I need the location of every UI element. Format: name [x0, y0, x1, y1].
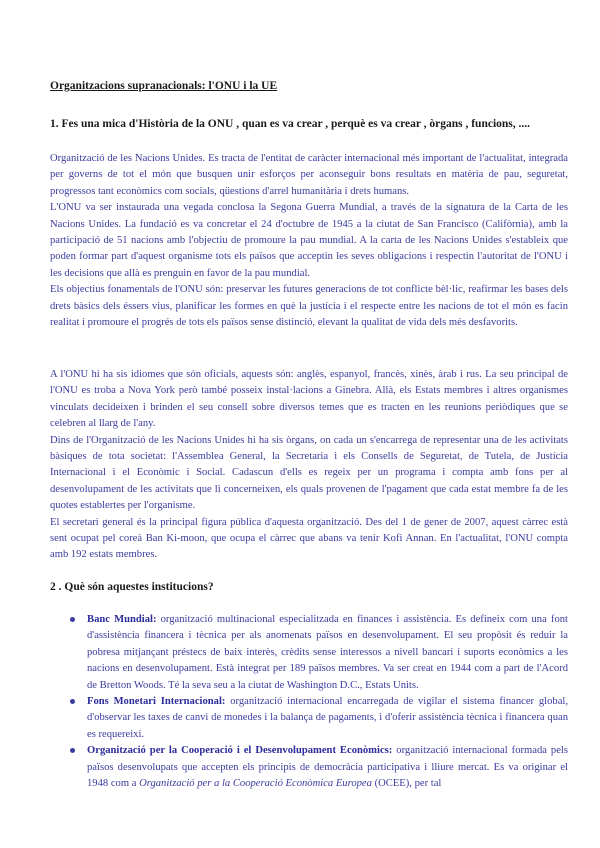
list-item: [50, 694, 568, 743]
question-2-heading: 2 . Què són aquestes institucions?: [50, 581, 214, 593]
list-item: [50, 612, 568, 694]
paragraph: El secretari general és la principal figura pública d'aquesta organització. Des del 1 de gener de 2007, aquest càrrec està sent ocupat pel coreà Ban Ki-moon, que ocupa el càrrec que abans va tenir Kofi Annan. En l'actualitat, l'ONU compta amb 192 estats membres.: [50, 516, 568, 561]
term: Organització per la Cooperació i el Desenvolupament Econòmics:: [87, 745, 393, 757]
definition: organització internacional formada pels països desenvolupats que accepten els principis de democràcia participativa i lliure mercat. Es va originar el 1948 com a: [87, 745, 568, 790]
list-item: [50, 743, 568, 792]
bullet-icon: [70, 617, 75, 622]
paragraph: L'ONU va ser instaurada una vegada conclosa la Segona Guerra Mundial, a través de la signatura de la Carta de les Nacions Unides. La fundació es va concretar el 24 d'octubre de 1945 a la ciutat de San Francisco (Califòrnia), amb la participació de 51 nacions amb l'objectiu de promoure la pau mundial. A la carta de les Nacions Unides s'estableix que poden formar part d'aquest organisme tots els països que acceptin les seves obligacions i respectin l'autoritat de l'ONU i les decisions que allà es prenguin en favor de la pau mundial.: [50, 202, 568, 279]
bullet-icon: [70, 699, 75, 704]
term: Banc Mundial:: [87, 614, 157, 625]
bullet-icon: [70, 748, 75, 753]
paragraph: Organització de les Nacions Unides. Es tracta de l'entitat de caràcter internacional més important de l'actualitat, integrada per governs de tot el món que busquen unir esforços per aconseguir bons resultats en matèria de pau, seguretat, progressos tant econòmics com socials, qüestions d'arrel humanitària i drets humans.: [50, 153, 568, 197]
paragraph: A l'ONU hi ha sis idiomes que són oficials, aquests són: anglès, espanyol, francès, xinès, àrab i rus. La seu principal de l'ONU es troba a Nova York però també posseix instal·lacions a Ginebra. Allà, els Estats membres i altres organismes vinculats decideixen i brinden el seu consell sobre diversos temes que es tracten en les reunions periòdiques que se celebren al llarg de l'any.: [50, 369, 568, 430]
definition-tail: (OCEE), per tal: [371, 778, 442, 790]
paragraph: Els objectius fonamentals de l'ONU són: preservar les futures generacions de tot conflicte bèl·lic, reafirmar les bases dels drets bàsics dels éssers vius, planificar les formes en què la justícia i el respecte entre les nacions de tot el món es facin realitat i promoure el progrés de tots els països sense distinció, elevant la qualitat de vida dels més desfavorits.: [50, 284, 568, 329]
italic-name: Organització per a la Cooperació Econòmica Europea: [139, 778, 372, 790]
answer-1-section: [50, 151, 568, 331]
answer-1-continued-section: [50, 367, 568, 564]
definition: organització multinacional especialitzada en finances i assistència. Es defineix com una font d'assistència financera i tècnica per als anomenats països en desenvolupament. El seu propòsit és reduir la pobresa mitjançant préstecs de baix interès, crèdits sense interessos a nivell bancari i suports econòmics a les nacions en desenvolupament. Està integrat per 189 països membres. Va ser creat en 1944 com a part de l'Acord de Bretton Woods. Té la seva seu a la ciutat de Washington D.C., Estats Units.: [87, 614, 568, 691]
document-title: Organitzacions supranacionals: l'ONU i la UE: [50, 80, 278, 92]
institutions-list: [50, 612, 568, 792]
definition: organització internacional encarregada de vigilar el sistema financer global, d'observar les taxes de canvi de monedes i la balança de pagaments, i d'oferir assistència tècnica i financera quan es requereixi.: [87, 696, 568, 740]
term: Fons Monetari Internacional:: [87, 696, 226, 708]
paragraph: Dins de l'Organització de les Nacions Unides hi ha sis òrgans, on cada un s'encarrega de representar una de les activitats bàsiques de tota societat: l'Assemblea General, la Secretaria i els Consells de Seguretat, de Tutela, de Justícia Internacional i el Econòmic i Social. Cadascun d'ells es regeix per un programa i compta amb fons per al desenvolupament de les activitats que li concerneixen, els quals provenen de l'pagament que cada estat membre fa de les quotes establertes per l'organisme.: [50, 434, 568, 512]
question-1-heading: 1. Fes una mica d'Història de la ONU , quan es va crear , perquè es va crear , òrgans , funcions, ....: [50, 118, 531, 130]
